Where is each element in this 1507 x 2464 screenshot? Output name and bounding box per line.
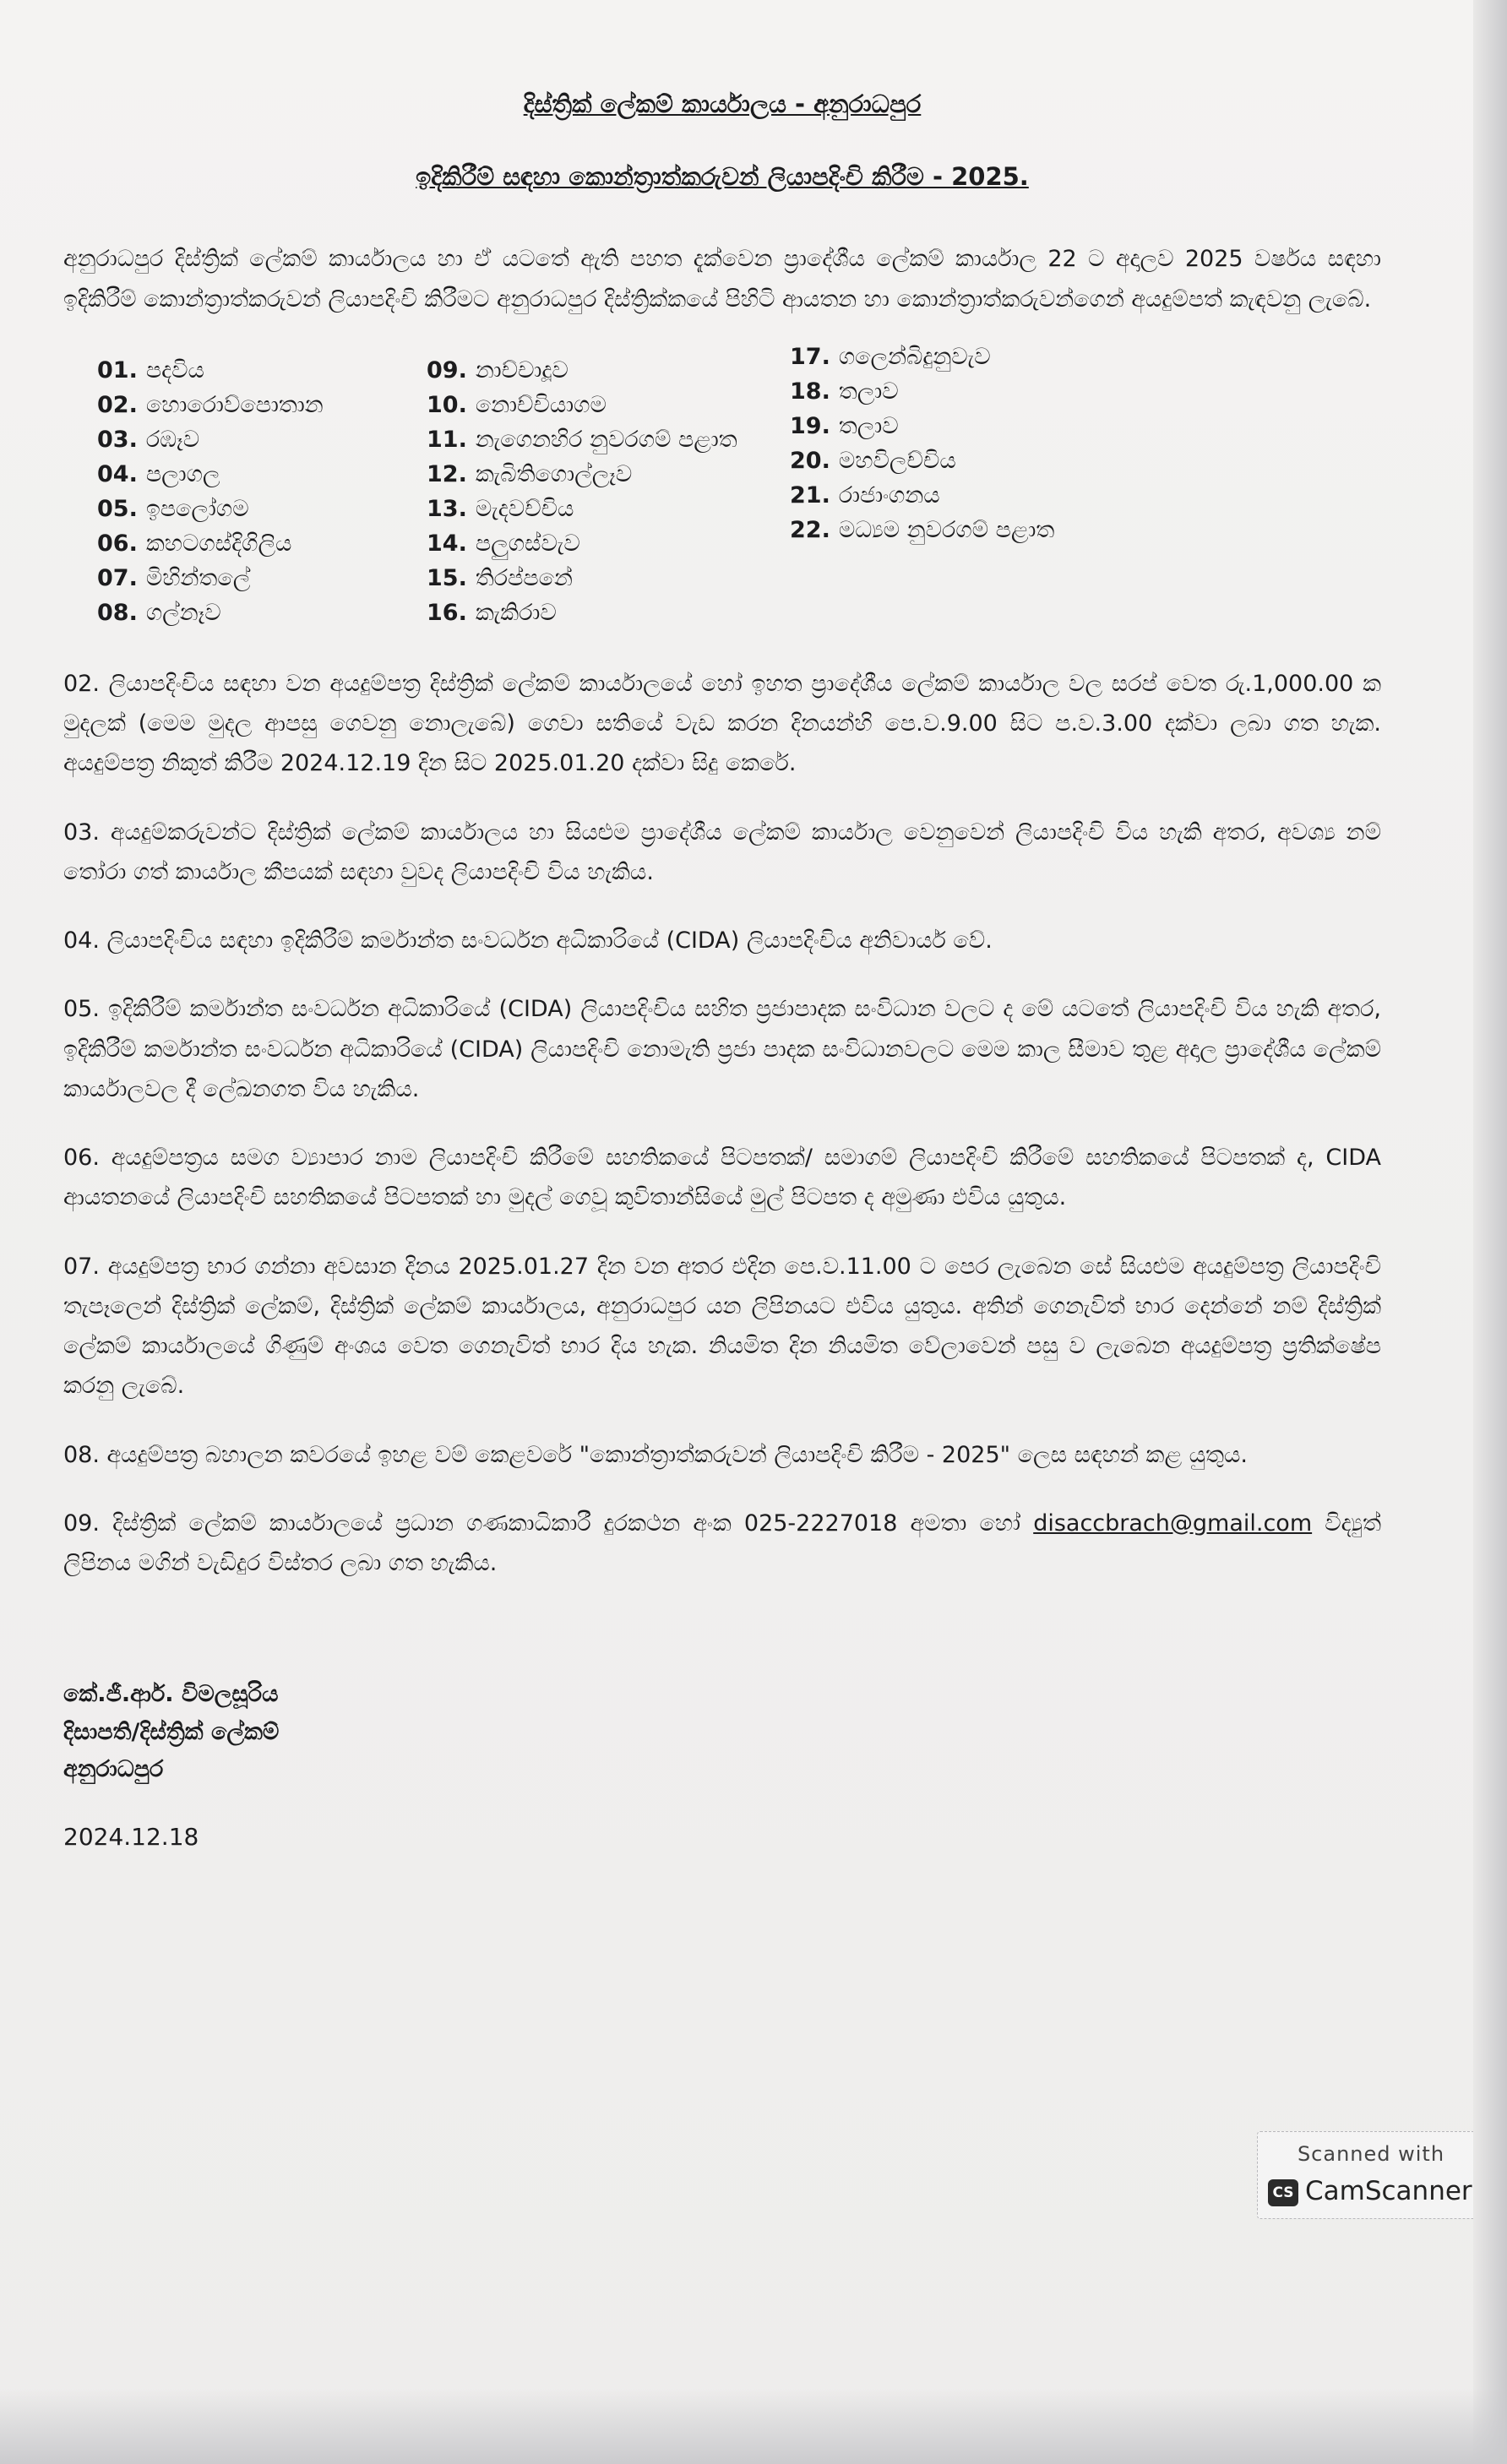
list-item: 20. මහවිලච්චිය — [790, 447, 956, 474]
watermark-brand: CamScanner — [1305, 2176, 1472, 2206]
offices-column-2 — [427, 353, 790, 630]
paragraph-08: 08. අයදුම්පත්‍ර බහාලන කවරයේ ඉහළ වම් කෙළවරේ "කොන්ත්‍රාත්කරුවන් ලියාපදිංචි කිරීම - 2025" ලෙස සඳහන් කළ යුතුය. — [63, 1441, 1248, 1468]
offices-column-1 — [97, 353, 427, 630]
camscanner-watermark — [1257, 2131, 1485, 2219]
contact-text: 09. දිස්ත්‍රික් ලේකම් කාර්යාලයේ ප්‍රධාන ගණකාධිකාරී දුරකථන අංක 025-2227018 අමතා හෝ — [63, 1509, 1021, 1537]
paragraph-03: 03. අයදුම්කරුවන්ට දිස්ත්‍රික් ලේකම් කාර්යාලය හා සියළුම ප්‍රාදේශීය ලේකම් කාර්යාල වෙනුවෙන් ලියාපදිංචි විය හැකි අතර, අවශ්‍ය නම් තෝරා ගත් කාර්යාල කීපයක් සඳහා වුවද ලියාපදිංචි විය හැකිය. — [63, 819, 1381, 885]
notice-subtitle: ඉදිකිරීම් සඳහා කොන්ත්‍රාත්කරුවන් ලියාපදිංචි කිරීම - 2025. — [416, 161, 1029, 191]
list-item: 11. නැගෙනහිර නුවරගම් පළාත — [427, 426, 737, 453]
divisional-offices-list — [97, 343, 1381, 630]
signatory-title: දිසාපති/දිස්ත්‍රික් ලේකම් — [63, 1718, 280, 1745]
paragraph-09 — [63, 1504, 1381, 1584]
list-item: 05. ඉපලෝගම — [97, 495, 249, 522]
offices-column-3 — [790, 340, 1212, 630]
paragraph-06: 06. අයදුම්පත්‍රය සමග ව්‍යාපාර නාම ලියාපදිංචි කිරීමේ සහතිකයේ පිටපතක්/ සමාගම් ලියාපදිංචි කිරීමේ සහතිකයේ පිටපතක් ද, CIDA ආයතනයේ ලියාපදිංචි සහතිකයේ පිටපතක් හා මුදල් ගෙවූ කුවිතාන්සියේ මුල් පිටපත ද අමුණා එවිය යුතුය. — [63, 1145, 1381, 1211]
paragraph-05: 05. ඉදිකිරීම් කර්මාන්ත සංවර්ධන අධිකාරියේ (CIDA) ලියාපදිංචිය සහිත ප්‍රජාපාදක සංවිධාන වලට ද මේ යටතේ ලියාපදිංචි විය හැකි අතර, ඉදිකිරීම් කර්මාන්ත සංවර්ධන අධිකාරියේ (CIDA) ලියාපදිංචි නොමැති ප්‍රජා පාදක සංවිධානවලට මෙම කාල සීමාව තුළ අදාල ප්‍රාදේශීය ලේකම් කාර්යාලවල දී ලේඛනගත විය හැකිය. — [63, 996, 1381, 1102]
list-item: 21. රාජාංගනය — [790, 481, 940, 509]
contact-tail: විද්‍යුත් ලිපිනය මගින් වැඩිදුර විස්තර ලබා ගත හැකිය. — [63, 1509, 1382, 1577]
list-item: 22. මධ්‍යම නුවරගම් පළාත — [790, 516, 1055, 543]
list-item: 08. ගල්නෑව — [97, 599, 221, 626]
list-item: 06. කහටගස්දිගිලිය — [97, 530, 292, 557]
paragraph-07: 07. අයදුම්පත්‍ර භාර ගන්නා අවසාන දිනය 2025.01.27 දින වන අතර එදින පෙ.ව.11.00 ට පෙර ලැබෙන සේ සියළුම අයදුම්පත්‍ර ලියාපදිංචි තැපෑලෙන් දිස්ත්‍රික් ලේකම්, දිස්ත්‍රික් ලේකම් කාර්යාලය, අනුරාධපුර යන ලිපිනයට එවිය යුතුය. අතින් ගෙනැවිත් භාර දෙන්නේ නම් දිස්ත්‍රික් ලේකම් කාර්යාලයේ ගිණුම් අංශය වෙත ගෙනැවිත් භාර දිය හැක. නියමිත දින නියමිත වේලාවෙන් පසු ව ලැබෙන අයදුම්පත්‍ර ප්‍රතික්ෂේප කරනු ලැබේ. — [63, 1253, 1381, 1400]
document-content — [63, 89, 1381, 1851]
signatory-place: අනුරාධපුර — [63, 1756, 164, 1783]
list-item: 04. පලාගල — [97, 460, 220, 487]
list-item: 10. නොච්චියාගම — [427, 391, 607, 418]
list-item: 17. ගලෙන්බිදුනුවැව — [790, 343, 991, 370]
list-item: 01. පදවිය — [97, 356, 204, 383]
list-item: 15. තිරප්පනේ — [427, 564, 573, 591]
list-item: 07. මිහින්තලේ — [97, 564, 251, 591]
intro-paragraph: අනුරාධපුර දිස්ත්‍රික් ලේකම් කාර්යාලය හා ඒ යටතේ ඇති පහත දැක්වෙන ප්‍රාදේශීය ලේකම් කාර්යාල 22 ට අදාලව 2025 වර්ෂය සඳහා ඉදිකිරීම් කොන්ත්‍රාත්කරුවන් ලියාපදිංචි කිරීමට අනුරාධපුර දිස්ත්‍රික්කයේ පිහිටි ආයතන හා කොන්ත්‍රාත්කරුවන්ගෙන් අයදුම්පත් කැඳවනු ලැබේ. — [63, 246, 1381, 313]
list-item: 18. තලාව — [790, 378, 899, 405]
office-title: දිස්ත්‍රික් ලේකම් කාර්යාලය - අනුරාධපුර — [523, 90, 922, 118]
list-item: 13. මැදවච්චිය — [427, 495, 574, 522]
list-item: 14. පලුගස්වැව — [427, 530, 580, 557]
signatory-name: කේ.ජී.ආර්. විමලසූරිය — [63, 1681, 279, 1708]
signature-block — [63, 1676, 1381, 1789]
email-link[interactable]: disaccbrach@gmail.com — [1033, 1509, 1313, 1537]
list-item: 19. තලාව — [790, 412, 899, 439]
list-item: 02. හොරොව්පොතාන — [97, 391, 324, 418]
camscanner-logo-icon: CS — [1268, 2179, 1298, 2206]
list-item: 12. කැබිතිගොල්ලෑව — [427, 460, 633, 487]
watermark-caption: Scanned with — [1297, 2142, 1445, 2166]
page-bottom-shadow — [0, 2388, 1507, 2464]
list-item: 16. කැකිරාව — [427, 599, 557, 626]
page-edge-shadow — [1473, 0, 1507, 2464]
list-item: 03. රඹෑව — [97, 426, 200, 453]
list-item: 09. නාච්චාදූව — [427, 356, 569, 383]
paragraph-04: 04. ලියාපදිංචිය සඳහා ඉදිකිරීම් කර්මාන්ත සංවර්ධන අධිකාරියේ (CIDA) ලියාපදිංචිය අනිවාර්ය වේ. — [63, 927, 993, 955]
document-date: 2024.12.18 — [63, 1823, 199, 1852]
paragraph-02: 02. ලියාපදිංචිය සඳහා වන අයදුම්පත්‍ර දිස්ත්‍රික් ලේකම් කාර්යාලයේ හෝ ඉහත ප්‍රාදේශීය ලේකම් කාර්යාල වල සරප් වෙත රු.1,000.00 ක මුදලක් (මෙම මුදල ආපසු ගෙවනු නොලැබේ) ගෙවා සතියේ වැඩ කරන දිනයන්හි පෙ.ව.9.00 සිට ප.ව.3.00 දක්වා ලබා ගත හැක. අයදුම්පත්‍ර නිකුත් කිරීම 2024.12.19 දින සිට 2025.01.20 දක්වා සිදු කෙරේ. — [63, 670, 1381, 777]
